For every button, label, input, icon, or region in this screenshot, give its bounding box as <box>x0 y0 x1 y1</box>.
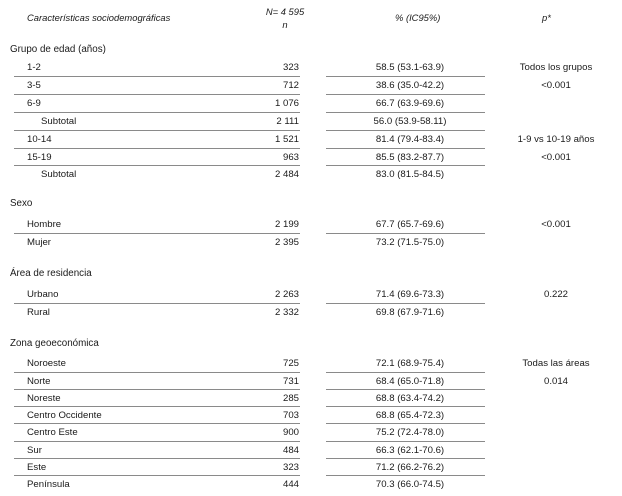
header-n <box>255 5 315 31</box>
row-percent: 71.4 (69.6-73.3) <box>375 289 445 300</box>
row-label: Rural <box>27 307 50 318</box>
header-n-sub: n <box>282 19 288 30</box>
row-label: Subtotal <box>41 169 77 180</box>
row-label: 6-9 <box>27 98 41 109</box>
table-row <box>0 216 622 233</box>
row-label: Noreste <box>27 393 61 404</box>
group-title: Zona geoeconómica <box>10 338 99 349</box>
row-percent: 58.5 (53.1-63.9) <box>375 62 445 73</box>
row-percent: 68.8 (63.4-74.2) <box>375 393 445 404</box>
row-n: 2 199 <box>274 219 299 230</box>
table-row <box>0 131 622 148</box>
row-p-value: <0.001 <box>541 80 571 91</box>
table-row <box>0 95 622 112</box>
row-percent: 75.2 (72.4-78.0) <box>375 427 445 438</box>
row-percent: 56.0 (53.9-58.11) <box>373 116 447 127</box>
row-p-value: <0.001 <box>541 152 571 163</box>
row-n: 444 <box>282 479 299 490</box>
row-n: 712 <box>282 80 299 91</box>
row-n: 2 263 <box>274 289 299 300</box>
row-label: Centro Este <box>27 427 78 438</box>
row-p-value: <0.001 <box>541 219 571 230</box>
row-percent: 73.2 (71.5-75.0) <box>375 237 445 248</box>
row-percent: 66.7 (63.9-69.6) <box>375 98 445 109</box>
row-n: 2 111 <box>276 116 299 127</box>
row-n: 2 395 <box>274 237 299 248</box>
row-n: 323 <box>282 462 299 473</box>
row-percent: 70.3 (66.0-74.5) <box>375 479 445 490</box>
group-title: Grupo de edad (años) <box>10 44 106 55</box>
row-p-value: 0.014 <box>543 376 568 387</box>
row-percent: 69.8 (67.9-71.6) <box>375 307 445 318</box>
row-percent: 38.6 (35.0-42.2) <box>375 80 445 91</box>
row-n: 2 332 <box>274 307 299 318</box>
group-title: Área de residencia <box>10 268 92 279</box>
row-percent: 66.3 (62.1-70.6) <box>375 445 445 456</box>
row-percent: 81.4 (79.4-83.4) <box>375 134 445 145</box>
row-label: Centro Occidente <box>27 410 102 421</box>
row-label: 15-19 <box>27 152 52 163</box>
table-row <box>0 166 622 183</box>
row-label: Subtotal <box>41 116 77 127</box>
row-n: 285 <box>282 393 299 404</box>
table-row <box>0 442 622 459</box>
row-percent: 68.4 (65.0-71.8) <box>375 376 445 387</box>
row-label: Noroeste <box>27 358 66 369</box>
table-row <box>0 459 622 476</box>
row-label: 10-14 <box>27 134 52 145</box>
row-n: 900 <box>282 427 299 438</box>
table-row <box>0 59 622 76</box>
row-percent: 83.0 (81.5-84.5) <box>375 169 445 180</box>
table-row <box>0 304 622 321</box>
table-row <box>0 355 622 372</box>
table-row <box>0 234 622 251</box>
row-percent: 71.2 (66.2-76.2) <box>375 462 445 473</box>
header-characteristics: Características sociodemográficas <box>27 12 171 23</box>
header-p: p* <box>542 12 551 23</box>
row-label: Sur <box>27 445 42 456</box>
row-p-value: 0.222 <box>543 289 568 300</box>
row-n: 703 <box>282 410 299 421</box>
row-n: 2 484 <box>274 169 299 180</box>
group-title: Sexo <box>10 198 33 209</box>
row-p-value: Todos los grupos <box>519 62 593 73</box>
table-row <box>0 149 622 166</box>
row-percent: 67.7 (65.7-69.6) <box>375 219 445 230</box>
row-n: 725 <box>282 358 299 369</box>
table-row <box>0 286 622 303</box>
row-label: Hombre <box>27 219 62 230</box>
table-header <box>0 0 622 40</box>
table-row <box>0 424 622 441</box>
row-n: 484 <box>282 445 299 456</box>
row-label: Este <box>27 462 47 473</box>
row-label: Península <box>27 479 70 490</box>
table-row <box>0 113 622 130</box>
row-p-value: 1-9 vs 10-19 años <box>517 134 595 145</box>
row-n: 1 076 <box>274 98 299 109</box>
table-row <box>0 373 622 390</box>
row-n: 323 <box>282 62 299 73</box>
row-percent: 72.1 (68.9-75.4) <box>375 358 445 369</box>
row-label: Urbano <box>27 289 59 300</box>
row-label: 3-5 <box>27 80 41 91</box>
header-percent: % (IC95%) <box>395 12 441 23</box>
row-n: 963 <box>282 152 299 163</box>
table-row <box>0 390 622 407</box>
table-row <box>0 407 622 424</box>
row-label: Mujer <box>27 237 51 248</box>
table-row <box>0 77 622 94</box>
row-percent: 68.8 (65.4-72.3) <box>375 410 445 421</box>
header-n-total: N= 4 595 <box>265 6 305 17</box>
row-label: Norte <box>27 376 51 387</box>
row-percent: 85.5 (83.2-87.7) <box>375 152 445 163</box>
row-p-value: Todas las áreas <box>522 358 590 369</box>
table-row <box>0 476 622 493</box>
row-n: 1 521 <box>274 134 299 145</box>
row-n: 731 <box>282 376 299 387</box>
row-label: 1-2 <box>27 62 41 73</box>
